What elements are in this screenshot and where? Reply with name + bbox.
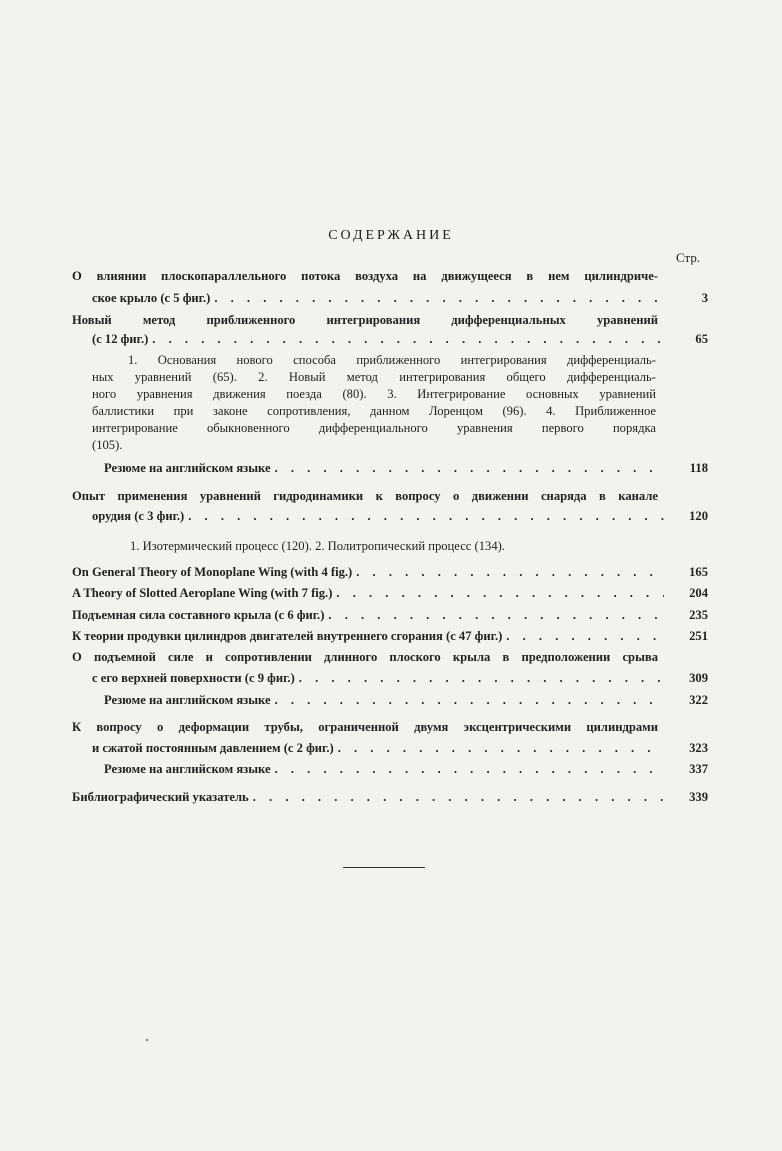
toc-entry-5-title: A Theory of Slotted Aeroplane Wing (with 7 fig.) <box>72 586 333 600</box>
toc-resume-2[interactable] <box>104 692 708 708</box>
scan-speck <box>146 1039 148 1041</box>
toc-entry-9-line1: К вопросу о деформации трубы, ограниченной двумя эксцентрическими цилиндрами <box>72 720 658 734</box>
toc-entry-7[interactable] <box>72 628 708 644</box>
toc-entry-1-line1: О влиянии плоскопараллельного потока воздуха на движущееся в нем цилиндриче- <box>72 269 658 283</box>
page-number: 337 <box>689 762 708 776</box>
toc-entry-5[interactable] <box>72 585 708 601</box>
page-column-label: Стр. <box>676 250 701 265</box>
subsection-text: ного уравнения движения поезда (80). 3. Интегрирование основных уравнений <box>92 387 656 401</box>
toc-entry-8-title: с его верхней поверхности (с 9 фиг.) <box>92 671 295 685</box>
toc-entry-1[interactable] <box>92 290 708 306</box>
toc-entry-2[interactable] <box>92 331 708 347</box>
subsection-text: баллистики при законе сопротивления, данном Лоренцом (96). 4. Приближенное <box>92 404 656 418</box>
subsection-text: 1. Изотермический процесс (120). 2. Политропический процесс (134). <box>130 539 505 553</box>
subsection-text: интегрирование обыкновенного дифференциального уравнения первого порядка <box>92 421 656 435</box>
toc-entry-10[interactable] <box>72 789 708 805</box>
page-number: 3 <box>701 291 708 305</box>
page-number: 165 <box>689 565 708 579</box>
resume-title: Резюме на английском языке <box>104 461 271 475</box>
toc-entry-8-line1: О подъемной силе и сопротивлении длинного плоского крыла в предположении срыва <box>72 650 658 664</box>
toc-entry-3-line1: Опыт применения уравнений гидродинамики к вопросу о движении снаряда в канале <box>72 489 658 503</box>
page-number: 322 <box>689 693 708 707</box>
page-title: СОДЕРЖАНИЕ <box>328 228 454 243</box>
resume-title: Резюме на английском языке <box>104 693 271 707</box>
toc-resume-3[interactable] <box>104 761 708 777</box>
toc-resume-1[interactable] <box>104 460 708 476</box>
subsection-text: (105). <box>92 438 123 452</box>
toc-entry-1-title: ское крыло (с 5 фиг.) <box>92 291 211 305</box>
toc-entry-8[interactable] <box>92 670 708 686</box>
toc-entry-3-title: орудия (с 3 фиг.) <box>92 509 185 523</box>
toc-entry-9-title: и сжатой постоянным давлением (с 2 фиг.) <box>92 741 334 755</box>
toc-entry-2-title: (с 12 фиг.) <box>92 332 149 346</box>
toc-entry-4[interactable] <box>72 564 708 580</box>
page-number: 65 <box>695 332 708 346</box>
toc-entry-9[interactable] <box>92 740 708 756</box>
page-number: 323 <box>689 741 708 755</box>
toc-entry-3[interactable] <box>92 508 708 524</box>
divider-rule <box>343 867 425 868</box>
subsection-text: ных уравнений (65). 2. Новый метод интегрирования общего дифференциаль- <box>92 370 656 384</box>
subsection-text: 1. Основания нового способа приближенного интегрирования дифференциаль- <box>128 353 656 367</box>
page-number: 204 <box>689 586 708 600</box>
toc-entry-7-title: К теории продувки цилиндров двигателей внутреннего сгорания (с 47 фиг.) <box>72 629 503 643</box>
page-number: 120 <box>689 509 708 523</box>
page-number: 118 <box>689 461 708 475</box>
page-number: 309 <box>689 671 708 685</box>
toc-entry-2-line1: Новый метод приближенного интегрирования дифференциальных уравнений <box>72 313 658 327</box>
page-number: 339 <box>689 790 708 804</box>
toc-entry-10-title: Библиографический указатель <box>72 790 249 804</box>
toc-entry-6-title: Подъемная сила составного крыла (с 6 фиг.) <box>72 608 325 622</box>
toc-entry-4-title: On General Theory of Monoplane Wing (with 4 fig.) <box>72 565 353 579</box>
page-number: 235 <box>689 608 708 622</box>
resume-title: Резюме на английском языке <box>104 762 271 776</box>
toc-entry-6[interactable] <box>72 607 708 623</box>
page-number: 251 <box>689 629 708 643</box>
